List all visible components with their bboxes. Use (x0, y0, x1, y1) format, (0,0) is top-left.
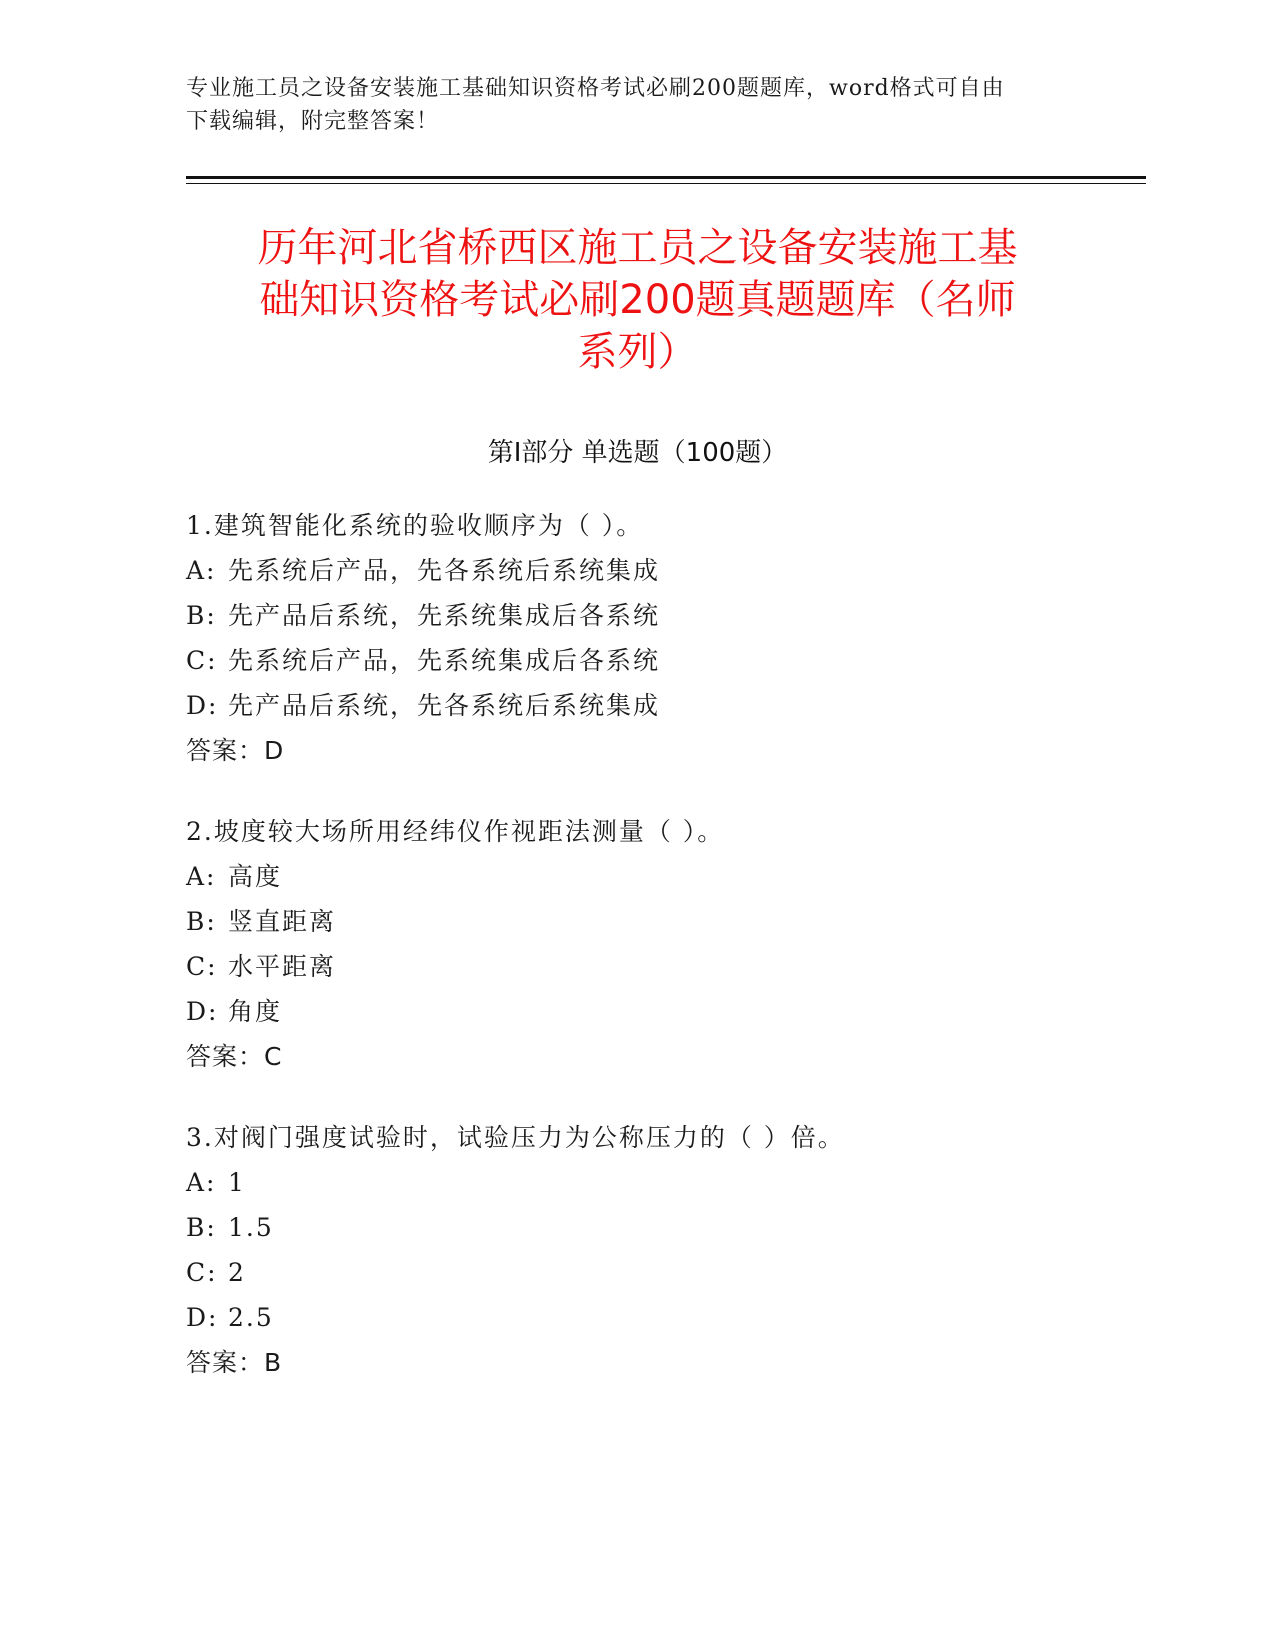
header-note-line: 下载编辑，附完整答案！ (186, 109, 440, 134)
option-text: 1.5 (228, 1213, 274, 1242)
question-block (186, 809, 1126, 1079)
option-row (186, 989, 1126, 1034)
option-row (186, 1250, 1126, 1295)
option-letter: D: (186, 1303, 219, 1332)
option-text: 先系统后产品，先各系统后系统集成 (228, 556, 661, 585)
option-row (186, 1205, 1126, 1250)
document-title-line: 系列） (577, 329, 698, 375)
option-text: 先产品后系统，先各系统后系统集成 (228, 691, 661, 720)
section-title: 第Ⅰ部分 单选题（100题） (487, 438, 788, 468)
header-note-line: 专业施工员之设备安装施工基础知识资格考试必刷200题题库，word格式可自由 (186, 76, 1005, 101)
question-block (186, 1115, 1126, 1385)
answer-line: 答案：B (186, 1348, 283, 1377)
option-text: 2 (228, 1258, 246, 1287)
option-text: 竖直距离 (228, 907, 337, 936)
option-row (186, 593, 1126, 638)
question-stem: 1.建筑智能化系统的验收顺序为（ ）。 (186, 511, 644, 540)
question-block (186, 503, 1126, 773)
option-row (186, 944, 1126, 989)
option-letter: B: (186, 1213, 217, 1242)
answer-line: 答案：C (186, 1042, 283, 1071)
option-row (186, 854, 1126, 899)
header-divider-thick (186, 176, 1146, 179)
header-divider-thin (186, 183, 1146, 184)
option-letter: C: (186, 646, 218, 675)
document-title-line: 础知识资格考试必刷200题真题题库（名师 (259, 277, 1016, 323)
option-row (186, 899, 1126, 944)
option-row (186, 638, 1126, 683)
question-stem: 2.坡度较大场所用经纬仪作视距法测量（ ）。 (186, 817, 725, 846)
option-letter: C: (186, 952, 218, 981)
answer-line: 答案：D (186, 736, 285, 765)
document-title (150, 222, 1125, 378)
option-letter: D: (186, 997, 219, 1026)
option-letter: B: (186, 601, 217, 630)
option-text: 2.5 (228, 1303, 274, 1332)
option-text: 角度 (228, 997, 283, 1026)
option-row (186, 548, 1126, 593)
option-row (186, 683, 1126, 728)
option-letter: A: (186, 556, 217, 585)
question-stem: 3.对阀门强度试验时，试验压力为公称压力的（ ）倍。 (186, 1123, 845, 1152)
document-title-line: 历年河北省桥西区施工员之设备安装施工基 (257, 225, 1018, 271)
option-letter: A: (186, 862, 217, 891)
header-note (186, 72, 1066, 138)
option-text: 1 (228, 1168, 246, 1197)
option-letter: D: (186, 691, 219, 720)
option-row (186, 1160, 1126, 1205)
option-text: 先产品后系统，先系统集成后各系统 (228, 601, 661, 630)
option-letter: C: (186, 1258, 218, 1287)
option-row (186, 1295, 1126, 1340)
option-letter: A: (186, 1168, 217, 1197)
option-text: 先系统后产品，先系统集成后各系统 (228, 646, 661, 675)
option-text: 高度 (228, 862, 283, 891)
option-text: 水平距离 (228, 952, 337, 981)
option-letter: B: (186, 907, 217, 936)
